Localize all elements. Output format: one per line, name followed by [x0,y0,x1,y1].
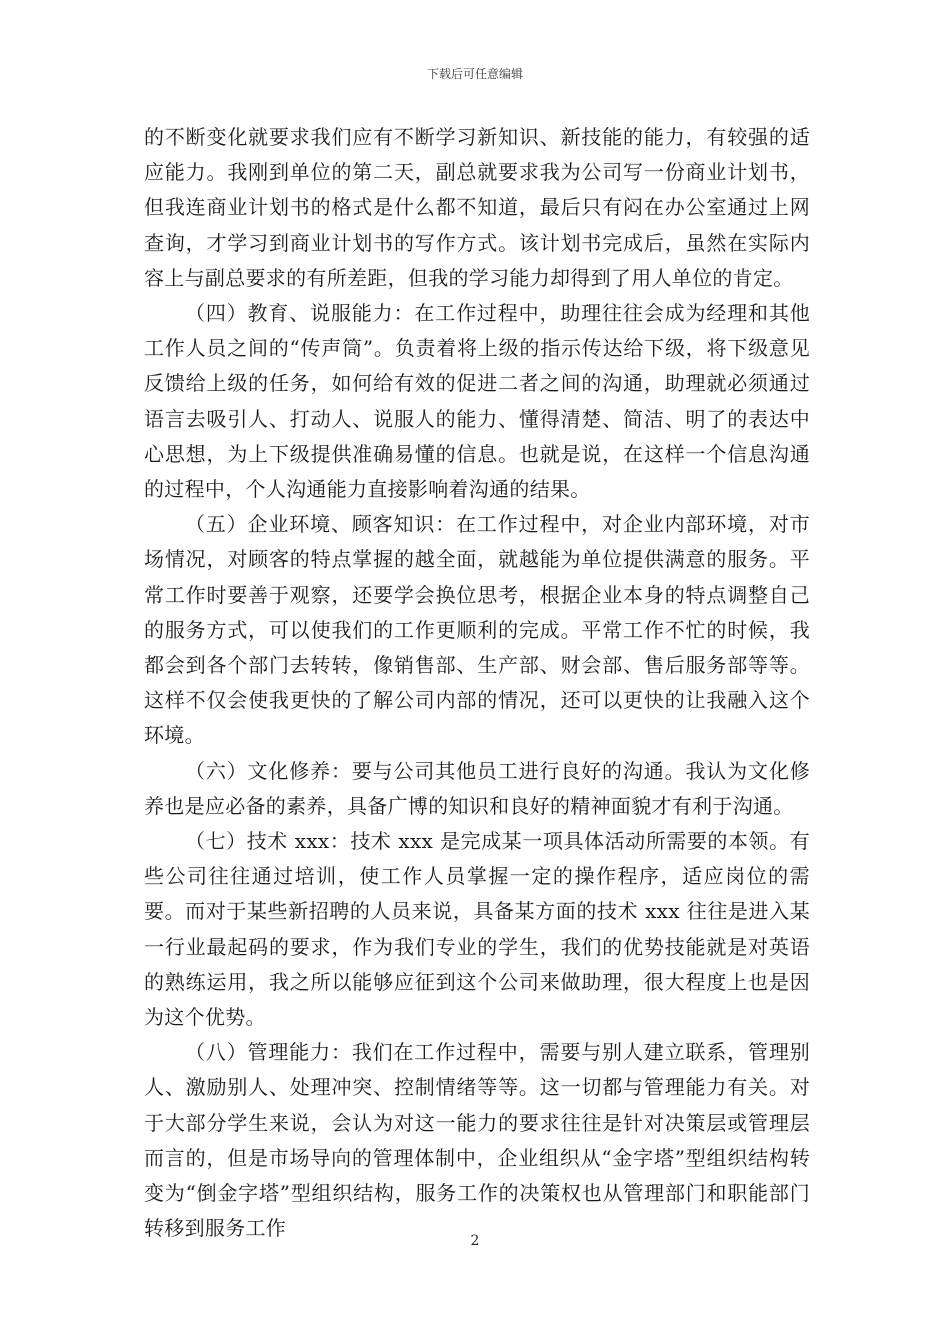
paragraph-section-7: （七）技术 xxx：技术 xxx 是完成某一项具体活动所需要的本领。有些公司往往通过培训，使工作人员掌握一定的操作程序，适应岗位的需要。而对于某些新招聘的人员来说，具备某方面的技术 xxx 往往是进入某一行业最起码的要求，作为我们专业的学生，我们的优势技能就是对英语的熟练运用，我之所以能够应征到这个公司来做助理，很大程度上也是因为这个优势。 [144,829,810,1030]
page-header: 下载后可任意编辑 [426,67,523,81]
page-number: 2 [470,1233,480,1249]
paragraph-section-6: （六）文化修养：要与公司其他员工进行良好的沟通。我认为文化修养也是应必备的素养，具备广博的知识和良好的精神面貌才有利于沟通。 [144,758,810,818]
paragraph-section-5: （五）企业环境、顾客知识：在工作过程中，对企业内部环境，对市场情况，对顾客的特点掌握的越全面，就越能为单位提供满意的服务。平常工作时要善于观察，还要学会换位思考，根据企业本身的特点调整自己的服务方式，可以使我们的工作更顺利的完成。平常工作不忙的时候，我都会到各个部门去转转，像销售部、生产部、财会部、售后服务部等等。这样不仅会使我更快的了解公司内部的情况，还可以更快的让我融入这个环境。 [144,512,810,748]
paragraph-section-4: （四）教育、说服能力：在工作过程中，助理往往会成为经理和其他工作人员之间的“传声筒”。负责着将上级的指示传达给下级，将下级意见反馈给上级的任务，如何给有效的促进二者之间的沟通，助理就必须通过语言去吸引人、打动人、说服人的能力、懂得清楚、简洁、明了的表达中心思想，为上下级提供准确易懂的信息。也就是说，在这样一个信息沟通的过程中，个人沟通能力直接影响着沟通的结果。 [144,301,810,502]
paragraph-continuation: 的不断变化就要求我们应有不断学习新知识、新技能的能力，有较强的适应能力。我刚到单位的第二天，副总就要求我为公司写一份商业计划书，但我连商业计划书的格式是什么都不知道，最后只有闷在办公室通过上网查询，才学习到商业计划书的写作方式。该计划书完成后，虽然在实际内容上与副总要求的有所差距，但我的学习能力却得到了用人单位的肯定。 [144,125,810,290]
paragraph-section-8: （八）管理能力：我们在工作过程中，需要与别人建立联系，管理别人、激励别人、处理冲突、控制情绪等等。这一切都与管理能力有关。对于大部分学生来说，会认为对这一能力的要求往往是针对决策层或管理层而言的，但是市场导向的管理体制中，企业组织从“金字塔”型组织结构转变为“倒金字塔”型组织结构，服务工作的决策权也从管理部门和职能部门转移到服务工作 [144,1040,810,1241]
document-body [144,120,810,1247]
